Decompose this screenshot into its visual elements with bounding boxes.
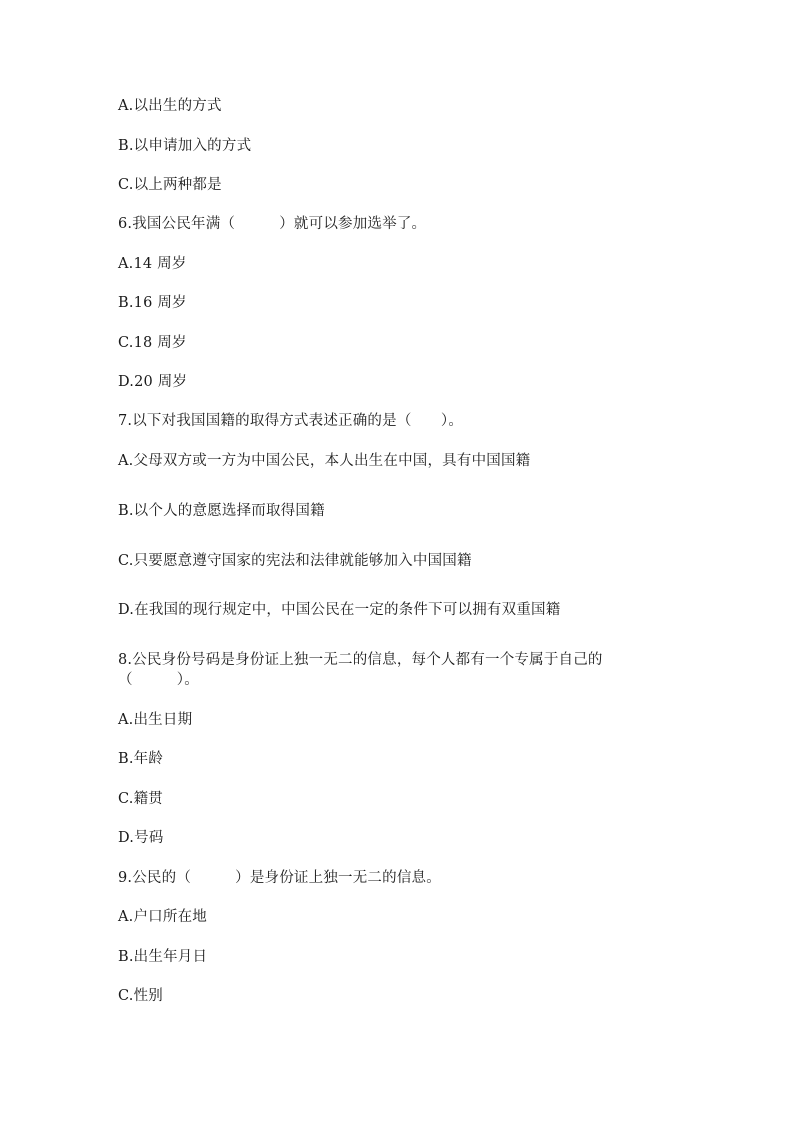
question-8: 8.公民身份号码是身份证上独一无二的信息，每个人都有一个专属于自己的 [118, 652, 603, 668]
q9-option-c: C.性别 [118, 988, 163, 1004]
option-b-apply: B.以申请加入的方式 [118, 138, 252, 154]
q6-option-c: C.18 周岁 [118, 335, 187, 351]
q6-option-d: D.20 周岁 [118, 374, 188, 390]
q7-option-c: C.只要愿意遵守国家的宪法和法律就能够加入中国国籍 [118, 553, 472, 569]
question-9: 9.公民的（ ）是身份证上独一无二的信息。 [118, 870, 441, 886]
question-6: 6.我国公民年满（ ）就可以参加选举了。 [118, 216, 427, 232]
q8-option-d: D.号码 [118, 830, 164, 846]
q7-option-d: D.在我国的现行规定中，中国公民在一定的条件下可以拥有双重国籍 [118, 602, 561, 618]
q9-option-a: A.户口所在地 [118, 909, 207, 925]
q8-option-c: C.籍贯 [118, 791, 163, 807]
q6-option-a: A.14 周岁 [118, 256, 187, 272]
q7-option-a: A.父母双方或一方为中国公民，本人出生在中国，具有中国国籍 [118, 453, 531, 469]
question-7: 7.以下对我国国籍的取得方式表述正确的是（ ）。 [118, 413, 464, 429]
q8-option-b: B.年龄 [118, 751, 164, 767]
option-a-birth: A.以出生的方式 [118, 98, 222, 114]
q7-option-b: B.以个人的意愿选择而取得国籍 [118, 503, 325, 519]
q8-option-a: A.出生日期 [118, 712, 193, 728]
q6-option-b: B.16 周岁 [118, 295, 187, 311]
option-c-both: C.以上两种都是 [118, 177, 222, 193]
q9-option-b: B.出生年月日 [118, 949, 208, 965]
question-8-continuation: （ ）。 [118, 672, 199, 688]
